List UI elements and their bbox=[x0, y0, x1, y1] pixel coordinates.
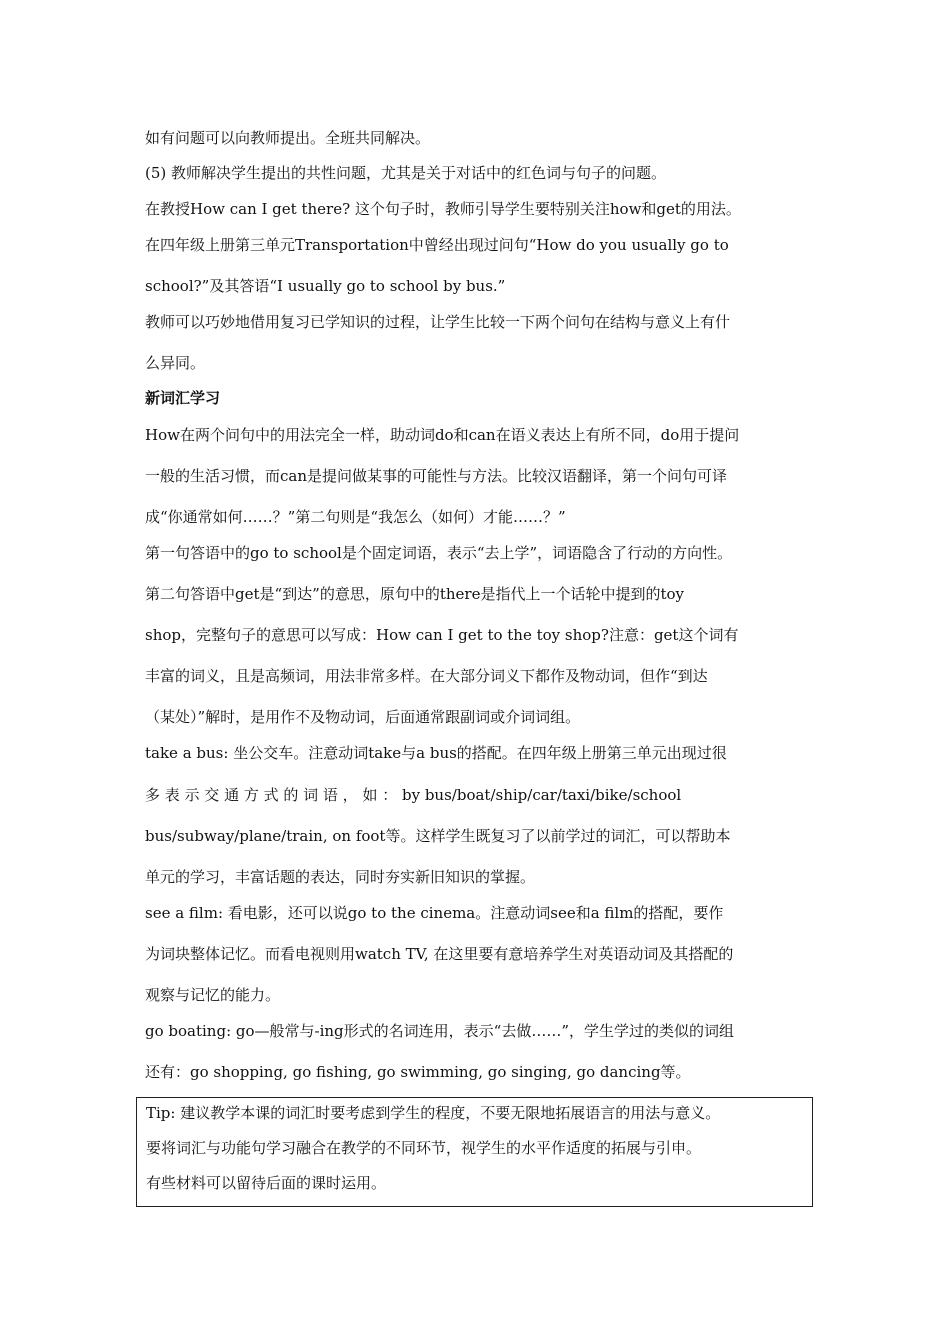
text-line: go boating: go—般常与-ing形式的名词连用，表示“去做……”，学生学过的类似的词组 bbox=[145, 1022, 734, 1040]
text-line: 如有问题可以向教师提出。全班共同解决。 bbox=[145, 129, 431, 147]
text-line: 为词块整体记忆。而看电视则用watch TV, 在这里要有意培养学生对英语动词及其搭配的 bbox=[145, 945, 734, 963]
text-line: （某处）”解时，是用作不及物动词，后面通常跟副词或介词词组。 bbox=[145, 708, 581, 726]
text-line: 还有：go shopping, go fishing, go swimming, go singing, go dancing等。 bbox=[145, 1063, 691, 1081]
text-line: How在两个问句中的用法完全一样，助动词do和can在语义表达上有所不同，do用于提问 bbox=[145, 426, 740, 444]
tip-line: Tip: 建议教学本课的词汇时要考虑到学生的程度，不要无限地拓展语言的用法与意义。 bbox=[146, 1104, 721, 1122]
text-line: 在教授How can I get there? 这个句子时，教师引导学生要特别关注how和get的用法。 bbox=[145, 200, 741, 218]
text-line: 么异同。 bbox=[145, 354, 206, 372]
tip-line: 要将词汇与功能句学习融合在教学的不同环节，视学生的水平作适度的拓展与引申。 bbox=[146, 1139, 702, 1157]
text-line: school?”及其答语“I usually go to school by bus.” bbox=[145, 277, 506, 295]
text-line: shop，完整句子的意思可以写成：How can I get to the toy shop?注意：get这个词有 bbox=[145, 626, 739, 644]
text-line: 多 表 示 交 通 方 式 的 词 语 ， 如 ： by bus/boat/ship/car/taxi/bike/school bbox=[145, 786, 682, 804]
tip-box bbox=[136, 1097, 813, 1207]
text-line: 教师可以巧妙地借用复习已学知识的过程，让学生比较一下两个问句在结构与意义上有什 bbox=[145, 313, 731, 331]
text-line: 成“你通常如何……？”第二句则是“我怎么（如何）才能……？” bbox=[145, 508, 566, 526]
text-line: 观察与记忆的能力。 bbox=[145, 986, 281, 1004]
text-line: bus/subway/plane/train, on foot等。这样学生既复习了以前学过的词汇，可以帮助本 bbox=[145, 827, 731, 845]
text-line: take a bus: 坐公交车。注意动词take与a bus的搭配。在四年级上册第三单元出现过很 bbox=[145, 744, 727, 762]
text-line: 单元的学习，丰富话题的表达，同时夯实新旧知识的掌握。 bbox=[145, 868, 536, 886]
text-line: see a film: 看电影，还可以说go to the cinema。注意动词see和a film的搭配，要作 bbox=[145, 904, 724, 922]
section-heading: 新词汇学习 bbox=[145, 390, 221, 407]
text-line: (5) 教师解决学生提出的共性问题，尤其是关于对话中的红色词与句子的问题。 bbox=[145, 164, 667, 182]
tip-line: 有些材料可以留待后面的课时运用。 bbox=[146, 1174, 387, 1192]
text-line: 第二句答语中get是“到达”的意思，原句中的there是指代上一个话轮中提到的toy bbox=[145, 585, 684, 603]
text-line: 一般的生活习惯，而can是提问做某事的可能性与方法。比较汉语翻译，第一个问句可译 bbox=[145, 467, 728, 485]
text-line: 第一句答语中的go to school是个固定词语，表示“去上学”，词语隐含了行动的方向性。 bbox=[145, 544, 733, 562]
text-line: 丰富的词义，且是高频词，用法非常多样。在大部分词义下都作及物动词，但作“到达 bbox=[145, 667, 708, 685]
text-line: 在四年级上册第三单元Transportation中曾经出现过问句“How do you usually go to bbox=[145, 236, 729, 254]
